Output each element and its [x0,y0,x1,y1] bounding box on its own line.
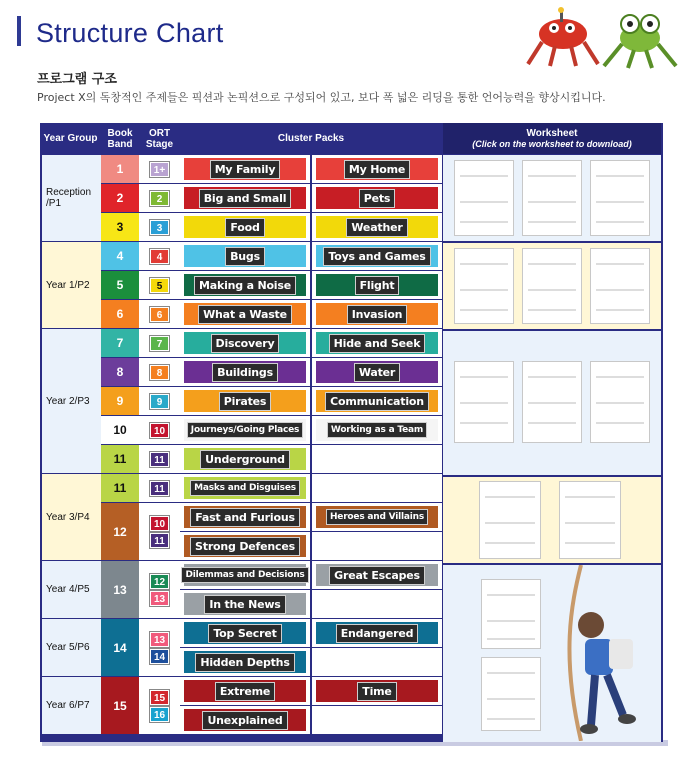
cluster-pack-button[interactable]: Heroes and Villains [326,509,428,525]
page-title: Structure Chart [36,18,224,48]
book-band-cell: 10 [101,416,139,444]
cluster-pack-cell-left [180,155,310,183]
cluster-pack-button[interactable]: Water [354,363,400,382]
cluster-pack-button[interactable]: Food [225,218,264,237]
cluster-pack-button[interactable]: Hide and Seek [329,334,426,353]
worksheet-thumbnail[interactable] [559,481,621,559]
ort-stage-badge: 6 [150,307,169,322]
cluster-pack-button[interactable]: Extreme [215,682,275,701]
page-subtitle: 프로그램 구조 [37,72,117,87]
cluster-pack-button[interactable]: My Home [344,160,410,179]
worksheet-subtitle: (Click on the worksheet to download) [472,138,632,149]
worksheet-panel-year1[interactable] [443,243,661,329]
ort-stage-cell [139,416,180,444]
cluster-pack-cell-right [312,474,442,502]
worksheet-thumbnail[interactable] [481,579,541,649]
ort-stage-badge: 9 [150,394,169,409]
cluster-pack-cell-right [312,648,442,676]
cluster-pack-cell-right [312,329,442,357]
book-band-cell: 4 [101,242,139,270]
cluster-pack-button[interactable]: Hidden Depths [195,653,294,672]
ort-stage-badge: 11 [150,533,169,548]
ort-stage-badge: 16 [150,707,169,722]
cluster-pack-cell-right [312,590,442,618]
ort-stage-badge: 7 [150,336,169,351]
book-band-cell: 5 [101,271,139,299]
cluster-pack-button[interactable]: Weather [346,218,407,237]
ort-stage-badge: 15 [150,690,169,705]
book-band-cell: 8 [101,358,139,386]
book-band-cell: 15 [101,677,139,734]
cluster-pack-button[interactable]: Working as a Team [327,422,427,438]
cluster-pack-cell-right [312,184,442,212]
cluster-pack-cell-left [180,445,310,473]
cluster-pack-cell-left [180,184,310,212]
book-band-cell: 11 [101,445,139,473]
worksheet-thumbnail[interactable] [454,361,514,443]
worksheet-thumbnail[interactable] [590,160,650,236]
book-band-cell: 3 [101,213,139,241]
worksheet-panel-year4-6[interactable] [443,565,661,742]
year-group-cell: Year 4/P5 [42,561,101,618]
ort-stage-cell [139,155,180,183]
book-band-cell: 1 [101,155,139,183]
book-band-cell: 7 [101,329,139,357]
year-group-cell: Year 6/P7 [42,677,101,734]
ort-stage-badge: 11 [150,452,169,467]
year-group-cell: Year 1/P2 [42,242,101,328]
ort-stage-cell [139,271,180,299]
red-robot-icon [520,6,606,68]
cluster-pack-button[interactable]: Fast and Furious [190,508,300,527]
year-group-cell: Reception /P1 [42,155,101,241]
year-group-cell: Year 2/P3 [42,329,101,473]
cluster-pack-cell-left [180,474,310,502]
book-band-cell: 11 [101,474,139,502]
cluster-pack-button[interactable]: In the News [204,595,285,614]
cluster-pack-button[interactable]: Flight [355,276,400,295]
cluster-pack-cell-left [180,387,310,415]
structure-table [40,123,663,742]
ort-stage-cell [139,445,180,473]
cluster-pack-cell-left [180,242,310,270]
cluster-pack-button[interactable]: Top Secret [208,624,281,643]
title-accent-bar [17,16,21,46]
cluster-pack-cell-left [180,358,310,386]
cluster-pack-cell-right [312,300,442,328]
cluster-pack-cell-left [180,503,310,531]
cluster-pack-button[interactable]: Strong Defences [190,537,300,556]
ort-stage-badge: 10 [150,423,169,438]
ort-stage-badge: 10 [150,516,169,531]
cluster-pack-cell-right [312,532,442,560]
cluster-pack-cell-right [312,677,442,705]
page-description: Project X의 독창적인 주제들은 픽션과 논픽션으로 구성되어 있고, 보다 폭 넓은 리딩을 통한 언어능력을 향상시킵니다. [37,91,606,104]
header-ort-stage: ORT Stage [145,127,174,150]
cluster-pack-cell-right [312,387,442,415]
ort-stage-cell [139,474,180,502]
worksheet-panel-reception[interactable] [443,155,661,241]
worksheet-thumbnail[interactable] [454,248,514,324]
ort-stage-badge: 12 [150,574,169,589]
worksheet-thumbnail[interactable] [590,361,650,443]
ort-stage-badge: 8 [150,365,169,380]
cluster-pack-button[interactable]: Masks and Disguises [190,480,300,496]
header-worksheet [443,123,661,154]
worksheet-panel-year2[interactable] [443,331,661,475]
cluster-pack-button[interactable]: Dilemmas and Decisions [181,567,308,583]
ort-stage-cell [139,561,180,618]
cluster-pack-cell-left [180,648,310,676]
ort-stage-badge: 4 [150,249,169,264]
cluster-pack-cell-left [180,416,310,444]
worksheet-thumbnail[interactable] [522,160,582,236]
cluster-pack-cell-right [312,358,442,386]
cluster-pack-cell-right [312,445,442,473]
cluster-pack-button[interactable]: Bugs [225,247,265,266]
cluster-pack-button[interactable]: Invasion [347,305,408,324]
ort-stage-badge: 13 [150,632,169,647]
cluster-pack-cell-right [312,619,442,647]
cluster-pack-button[interactable]: Buildings [212,363,278,382]
ort-stage-cell [139,300,180,328]
ort-stage-cell [139,358,180,386]
header-cluster-packs: Cluster Packs [277,133,345,144]
cluster-pack-button[interactable]: Unexplained [202,711,287,730]
cluster-pack-cell-right [312,213,442,241]
worksheet-thumbnail[interactable] [522,361,582,443]
ort-stage-cell [139,619,180,676]
ort-stage-badge: 13 [150,591,169,606]
ort-stage-cell [139,242,180,270]
ort-stage-cell [139,184,180,212]
cluster-pack-button[interactable]: Toys and Games [323,247,430,266]
ort-stage-badge: 14 [150,649,169,664]
ort-stage-badge: 2 [150,191,169,206]
cluster-pack-button[interactable]: Making a Noise [194,276,296,295]
cluster-pack-button[interactable]: Endangered [336,624,419,643]
ort-stage-cell [139,329,180,357]
cluster-pack-cell-right [312,242,442,270]
book-band-cell: 14 [101,619,139,676]
book-band-cell: 13 [101,561,139,618]
worksheet-thumbnail[interactable] [479,481,541,559]
ort-stage-badge: 5 [150,278,169,293]
cluster-pack-cell-right [312,155,442,183]
book-band-cell: 2 [101,184,139,212]
cluster-pack-button[interactable]: Big and Small [199,189,292,208]
cluster-pack-cell-left [180,706,310,734]
cluster-pack-button[interactable]: Journeys/Going Places [187,422,303,438]
worksheet-thumbnail[interactable] [590,248,650,324]
ort-stage-cell [139,677,180,734]
ort-stage-cell [139,387,180,415]
ort-stage-badge: 11 [150,481,169,496]
cluster-pack-button[interactable]: Great Escapes [329,566,425,585]
cluster-pack-button[interactable]: Underground [200,450,290,469]
ort-stage-badge: 1+ [150,162,169,177]
cluster-pack-cell-left [180,677,310,705]
ort-stage-cell [139,503,180,560]
cluster-pack-cell-left [180,300,310,328]
cluster-pack-cell-left [180,532,310,560]
cluster-pack-cell-left [180,213,310,241]
cluster-pack-cell-left [180,329,310,357]
cluster-pack-button[interactable]: Discovery [211,334,280,353]
book-band-cell: 6 [101,300,139,328]
cluster-pack-button[interactable]: What a Waste [198,305,292,324]
cluster-pack-button[interactable]: Pirates [219,392,272,411]
worksheet-title: Worksheet [526,127,578,139]
cluster-pack-cell-right [312,503,442,531]
worksheet-thumbnail[interactable] [481,657,541,731]
cluster-pack-button[interactable]: Time [357,682,396,701]
worksheet-panel-year3[interactable] [443,477,661,563]
cluster-pack-cell-left [180,561,310,589]
ort-stage-cell [139,213,180,241]
cluster-pack-cell-left [180,271,310,299]
cluster-pack-cell-left [180,619,310,647]
worksheet-thumbnail[interactable] [522,248,582,324]
header-year-group: Year Group [43,133,98,144]
book-band-cell: 12 [101,503,139,560]
ort-stage-badge: 3 [150,220,169,235]
cluster-pack-button[interactable]: Communication [325,392,429,411]
cluster-pack-cell-left [180,590,310,618]
cluster-pack-cell-right [312,561,442,589]
cluster-pack-cell-right [312,416,442,444]
cluster-pack-cell-right [312,271,442,299]
year-group-cell: Year 3/P4 [42,474,101,560]
book-band-cell: 9 [101,387,139,415]
climbing-boy-illustration [551,565,659,741]
worksheet-thumbnail[interactable] [454,160,514,236]
cluster-pack-button[interactable]: My Family [210,160,281,179]
header-book-band: Book Band [107,127,133,150]
cluster-pack-button[interactable]: Pets [359,189,396,208]
cluster-pack-cell-right [312,706,442,734]
year-group-cell: Year 5/P6 [42,619,101,676]
green-robot-icon [600,10,680,70]
